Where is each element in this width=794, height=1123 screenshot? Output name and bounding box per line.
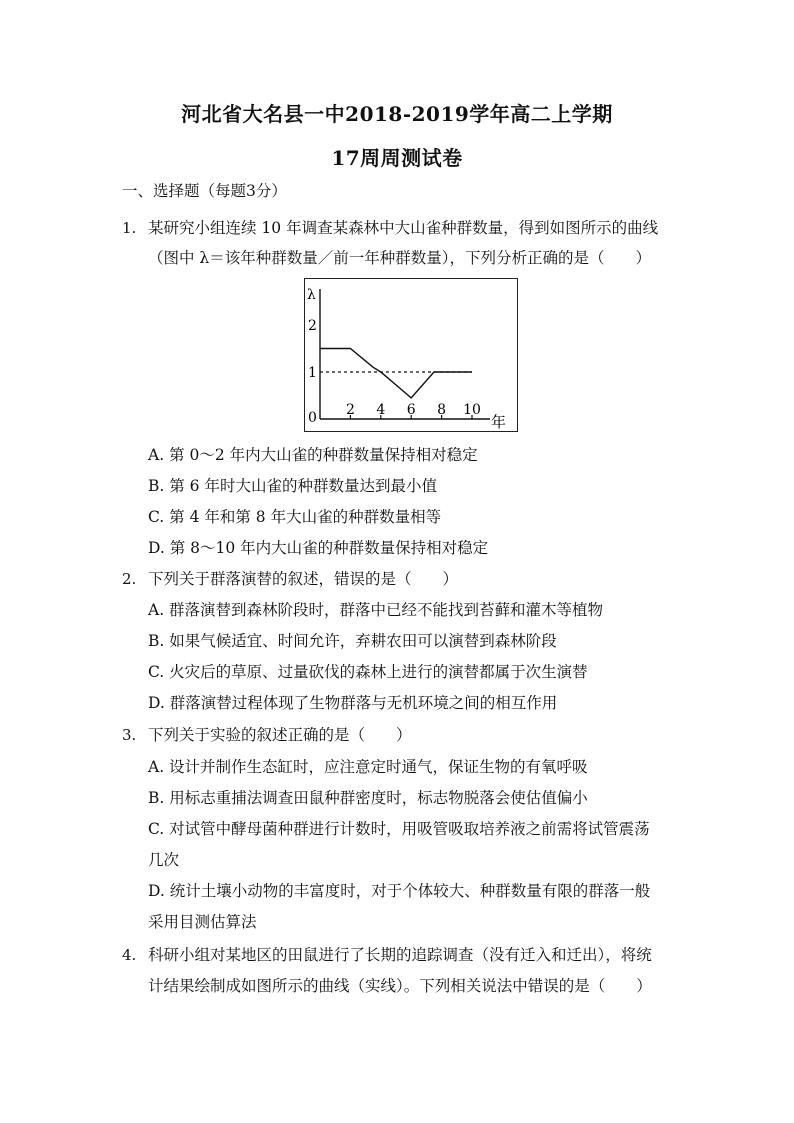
option-c[interactable]: C. 火灾后的草原、过量砍伐的森林上进行的演替都属于次生演替 xyxy=(148,663,588,681)
exam-title: 河北省大名县一中2018-2019学年高二上学期 xyxy=(181,102,613,126)
question-stem-line: （图中 λ＝该年种群数量／前一年种群数量），下列分析正确的是（ ） xyxy=(148,249,652,267)
question-stem-line: 科研小组对某地区的田鼠进行了长期的追踪调查（没有迁入和迁出），将统 xyxy=(148,946,652,964)
question-stem-line: 下列关于群落演替的叙述，错误的是（ ） xyxy=(148,570,459,588)
exam-subtitle: 17周周测试卷 xyxy=(331,146,463,170)
x-tick-label: 8 xyxy=(437,402,447,418)
x-tick-label: 2 xyxy=(345,402,355,418)
option-a[interactable]: A. 设计并制作生态缸时，应注意定时通气，保证生物的有氧呼吸 xyxy=(148,758,588,776)
option-d[interactable]: D. 统计土壤小动物的丰富度时，对于个体较大、种群数量有限的群落一般 xyxy=(148,882,651,900)
option-d[interactable]: D. 第 8～10 年内大山雀的种群数量保持相对稳定 xyxy=(148,539,489,557)
option-a[interactable]: A. 群落演替到森林阶段时，群落中已经不能找到苔藓和灌木等植物 xyxy=(148,601,604,619)
y-tick-label: 2 xyxy=(308,318,317,334)
question-number: 4. xyxy=(122,946,137,964)
lambda-chart xyxy=(304,278,518,432)
question-stem-line: 某研究小组连续 10 年调查某森林中大山雀种群数量，得到如图所示的曲线 xyxy=(148,219,659,237)
y-tick-label: 1 xyxy=(308,365,317,381)
question-stem-line: 计结果绘制成如图所示的曲线（实线）。下列相关说法中错误的是（ ） xyxy=(148,977,652,995)
option-b[interactable]: B. 第 6 年时大山雀的种群数量达到最小值 xyxy=(148,477,437,495)
option-a[interactable]: A. 第 0～2 年内大山雀的种群数量保持相对稳定 xyxy=(148,446,478,464)
question-stem-line: 下列关于实验的叙述正确的是（ ） xyxy=(148,726,412,744)
y-tick-label: 0 xyxy=(308,410,317,426)
lambda-chart-svg xyxy=(305,279,516,430)
option-c-continued: 几次 xyxy=(148,851,180,869)
question-number: 3. xyxy=(122,726,137,744)
section-heading: 一、选择题（每题3分） xyxy=(122,182,287,200)
option-b[interactable]: B. 用标志重捕法调查田鼠种群密度时，标志物脱落会使估值偏小 xyxy=(148,789,588,807)
x-tick-label: 4 xyxy=(376,402,386,418)
option-d-continued: 采用目测估算法 xyxy=(148,913,257,931)
question-number: 2. xyxy=(122,570,137,588)
x-tick-label: 6 xyxy=(406,402,416,418)
series-line xyxy=(320,349,472,398)
y-axis-label: λ xyxy=(307,287,316,303)
x-tick-label: 10 xyxy=(463,402,481,418)
x-axis-label: 年 xyxy=(491,413,507,430)
question-number: 1. xyxy=(122,219,137,237)
option-d[interactable]: D. 群落演替过程体现了生物群落与无机环境之间的相互作用 xyxy=(148,694,558,712)
option-b[interactable]: B. 如果气候适宜、时间允许，弃耕农田可以演替到森林阶段 xyxy=(148,632,557,650)
option-c[interactable]: C. 对试管中酵母菌种群进行计数时，用吸管吸取培养液之前需将试管震荡 xyxy=(148,820,650,838)
option-c[interactable]: C. 第 4 年和第 8 年大山雀的种群数量相等 xyxy=(148,508,442,526)
